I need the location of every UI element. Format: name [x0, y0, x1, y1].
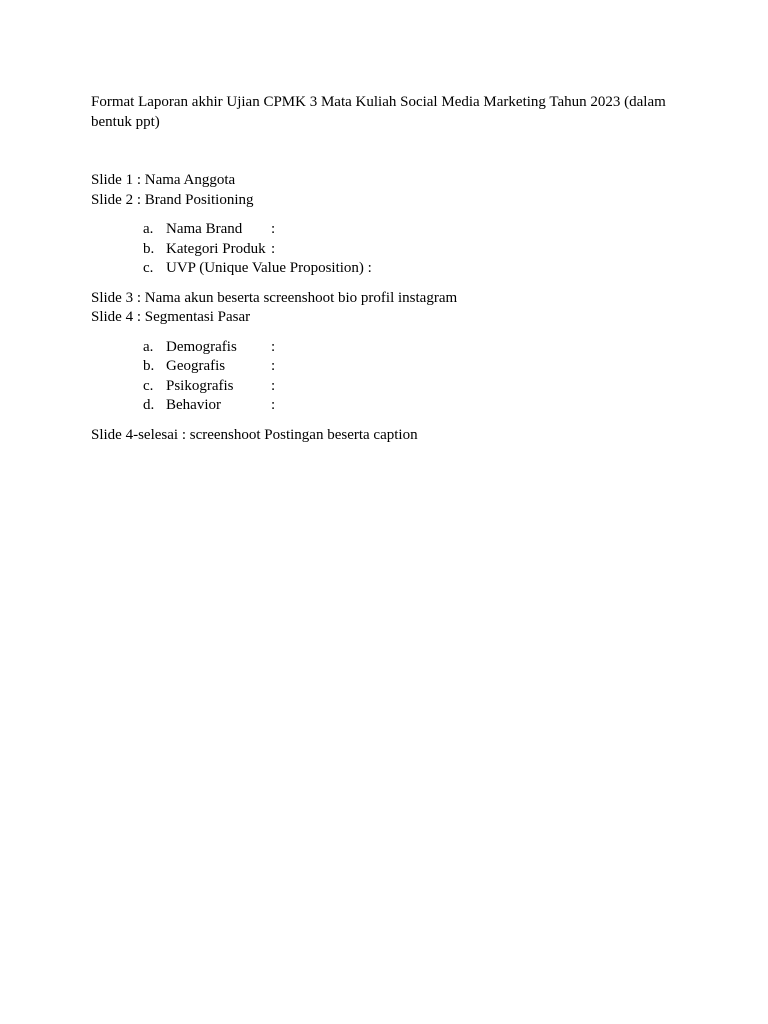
list-marker: a. — [143, 221, 154, 237]
list-item — [91, 240, 681, 260]
list-item-colon: : — [271, 397, 276, 413]
list-item — [91, 220, 681, 240]
slide-4-line: Slide 4 : Segmentasi Pasar — [91, 309, 251, 325]
list-item — [91, 396, 681, 416]
document-body — [91, 93, 681, 445]
list-marker: c. — [143, 260, 154, 276]
slide-3-line: Slide 3 : Nama akun beserta screenshoot bio profil instagram — [91, 289, 458, 306]
list-item-label: Geografis — [166, 358, 226, 374]
list-item-label: Demografis — [166, 338, 237, 355]
brand-positioning-list — [91, 220, 681, 279]
list-marker: c. — [143, 377, 154, 394]
list-item-colon: : — [271, 358, 276, 374]
list-marker: a. — [143, 338, 154, 355]
list-item-label: Nama Brand — [166, 221, 243, 237]
list-item-label: Psikografis — [166, 377, 234, 394]
list-item-label: Behavior — [166, 397, 221, 413]
slide-2-line: Slide 2 : Brand Positioning — [91, 191, 254, 208]
list-item-colon: : — [271, 377, 276, 394]
slide-rest-line: Slide 4-selesai : screenshoot Postingan beserta caption — [91, 426, 418, 443]
list-item — [91, 377, 681, 397]
list-marker: b. — [143, 358, 155, 374]
list-marker: d. — [143, 397, 155, 413]
slide-1-line: Slide 1 : Nama Anggota — [91, 172, 236, 188]
spacer — [91, 132, 681, 171]
document-title: Format Laporan akhir Ujian CPMK 3 Mata Kuliah Social Media Marketing Tahun 2023 (dalam bentuk ppt) — [91, 94, 666, 130]
list-item-colon: : — [271, 221, 276, 237]
list-item-colon: : — [271, 240, 276, 257]
list-item-label: Kategori Produk — [166, 240, 266, 257]
list-item — [91, 338, 681, 358]
list-marker: b. — [143, 240, 155, 257]
list-item-colon: : — [271, 338, 276, 355]
list-item-label: UVP (Unique Value Proposition) : — [166, 260, 372, 276]
segmentasi-pasar-list — [91, 338, 681, 416]
list-item — [91, 259, 681, 279]
list-item — [91, 357, 681, 377]
